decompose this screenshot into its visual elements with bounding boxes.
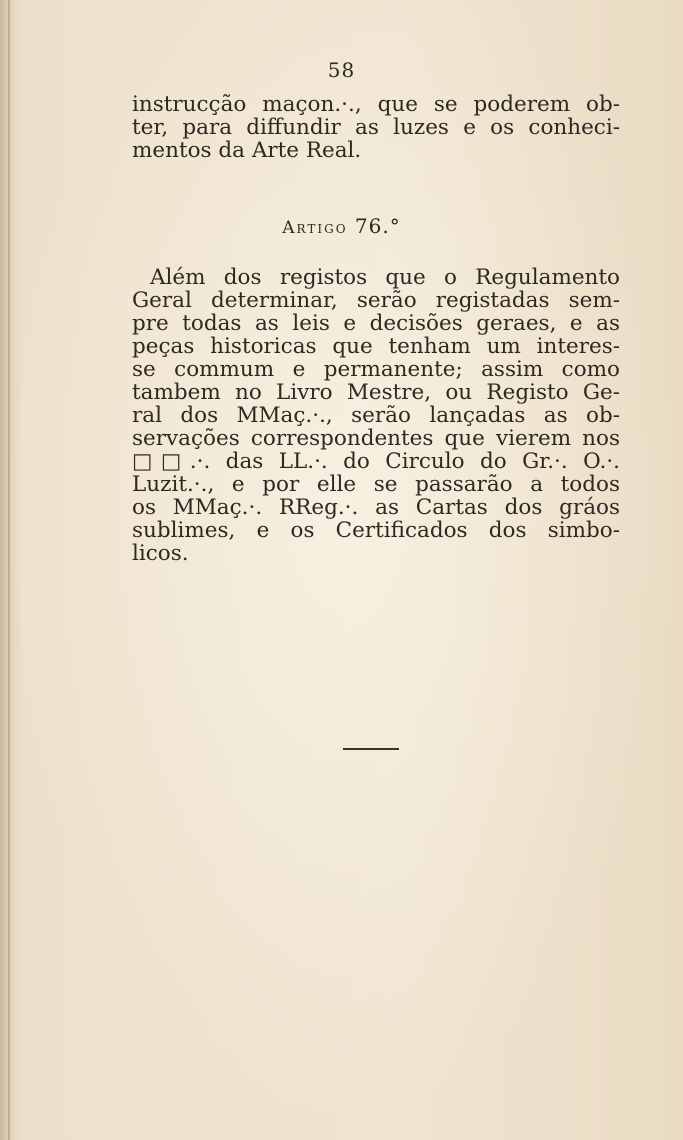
page-spine-edge <box>8 0 10 1140</box>
text-line: sublimes, e os Certificados dos simbo- <box>132 518 620 543</box>
text-line: instrucção maçon.·., que se poderem ob- <box>132 92 620 117</box>
text-line: Luzit.·., e por elle se passarão a todos <box>132 472 620 497</box>
text-line: licos. <box>132 541 189 566</box>
text-line: ter, para diffundir as luzes e os conheci- <box>132 115 620 140</box>
text-line: se commum e permanente; assim como <box>132 357 620 382</box>
article-number: 76.° <box>354 214 401 238</box>
article-label: Artigo <box>282 218 348 238</box>
text-line: os MMaç.·. RReg.·. as Cartas dos gráos <box>132 495 620 520</box>
page-number: 58 <box>327 58 356 82</box>
text-line: servações correspondentes que vierem nos <box>132 426 620 451</box>
text-line: Geral determinar, serão registadas sem- <box>132 288 620 313</box>
text-line: ral dos MMaç.·., serão lançadas as ob- <box>132 403 620 428</box>
text-line: tambem no Livro Mestre, ou Registo Ge- <box>132 380 620 405</box>
text-line: Além dos registos que o Regulamento <box>150 265 620 290</box>
text-line: □□.·. das LL.·. do Circulo do Gr.·. O.·. <box>132 449 620 474</box>
article-heading <box>0 214 683 238</box>
text-line: mentos da Arte Real. <box>132 138 362 163</box>
article-body <box>132 266 620 565</box>
text-line: peças historicas que tenham um interes- <box>132 334 620 359</box>
intro-paragraph <box>132 93 620 162</box>
text-line: pre todas as leis e decisões geraes, e as <box>132 311 620 336</box>
section-divider-rule <box>343 748 399 750</box>
